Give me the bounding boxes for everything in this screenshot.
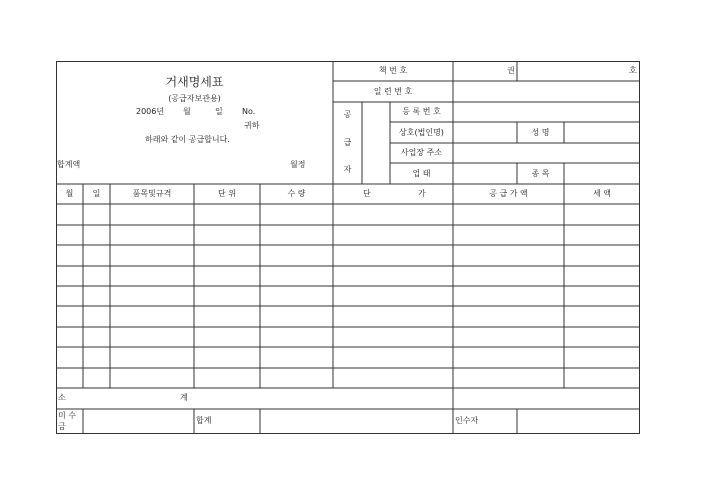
supplier-char-3: 자 <box>343 165 352 174</box>
business-type-label: 업 태 <box>412 169 431 178</box>
form-subtitle: (공급자보관용) <box>168 94 221 103</box>
supply-statement: 하래와 같이 공급합니다. <box>145 135 230 144</box>
document-number-label: No. <box>242 107 256 116</box>
sum-label: 합계 <box>196 416 212 425</box>
won-stamp-label: 월정 <box>290 160 306 169</box>
item-type-label: 종 목 <box>531 169 550 178</box>
supplier-char-2: 급 <box>343 138 352 147</box>
supplier-char-1: 공 <box>343 110 352 119</box>
company-name-label: 상호(법인명) <box>399 128 444 137</box>
unpaid-label-line1: 미 수 <box>58 411 76 420</box>
registration-number-label: 등 록 번 호 <box>402 107 441 116</box>
date-month: 월 <box>183 107 191 116</box>
serial-number-label: 일 련 번 호 <box>373 87 413 96</box>
volume-label: 권 <box>507 66 515 75</box>
business-address-label: 사업장 주소 <box>400 148 443 157</box>
transaction-statement-form <box>56 61 640 434</box>
column-header-unit-price-1: 단 <box>363 189 371 198</box>
recipient-suffix: 귀하 <box>244 121 260 130</box>
form-title: 거새명세표 <box>165 75 224 89</box>
column-header-unit: 단 위 <box>218 189 236 198</box>
date-day: 일 <box>215 107 223 116</box>
column-header-item-spec: 품목및규격 <box>132 189 172 198</box>
column-header-unit-price-2: 가 <box>418 189 426 198</box>
column-header-quantity: 수 량 <box>287 189 306 198</box>
unpaid-label-line2: 금 <box>58 422 66 431</box>
column-header-supply-amount: 공 급 가 액 <box>489 189 528 198</box>
date-year: 2006년 <box>136 107 165 116</box>
total-amount-label: 합계액 <box>57 160 81 169</box>
column-header-day: 일 <box>92 189 101 198</box>
representative-label: 성 명 <box>531 128 550 137</box>
subtotal-label-right: 계 <box>180 393 188 402</box>
column-header-month: 월 <box>65 189 74 198</box>
receiver-label: 인수자 <box>455 416 479 425</box>
ho-label: 호 <box>629 66 637 75</box>
book-number-label: 책 번 호 <box>378 66 408 75</box>
subtotal-label-left: 소 <box>58 393 66 402</box>
column-header-tax: 세 액 <box>593 189 611 198</box>
